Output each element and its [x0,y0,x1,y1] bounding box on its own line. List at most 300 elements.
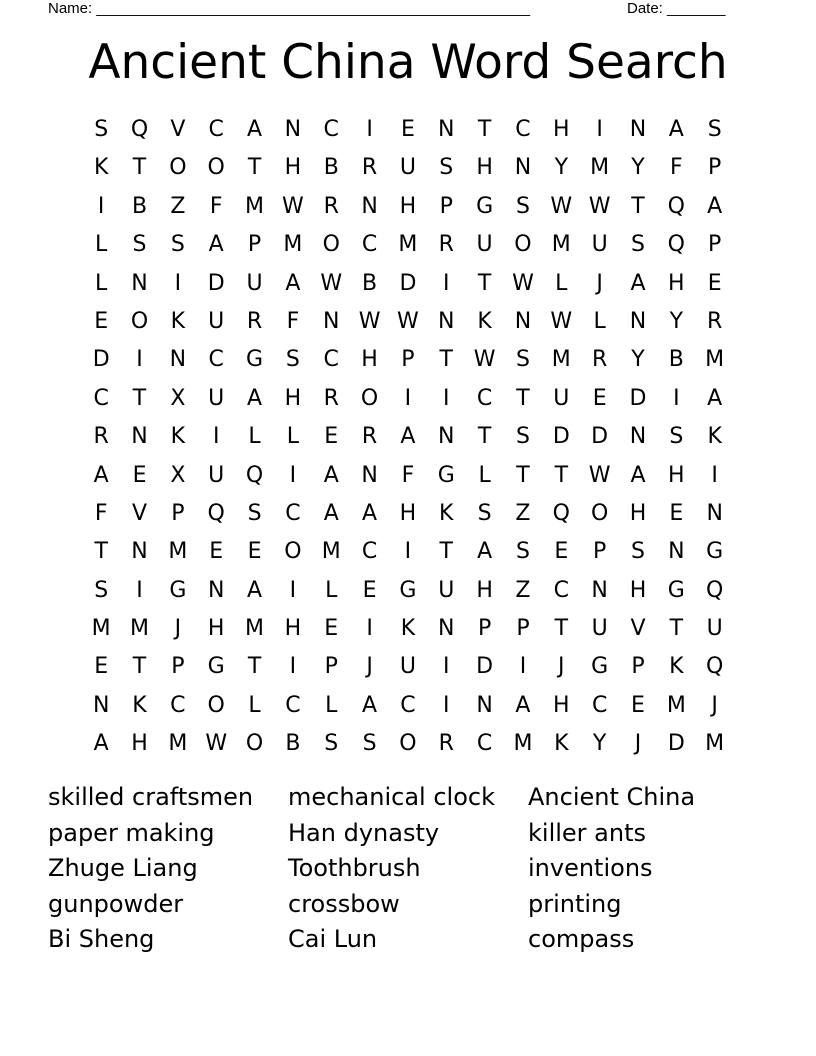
grid-letter: G [591,654,609,680]
grid-letter: A [400,424,416,450]
grid-letter: P [708,232,722,258]
grid-letter: R [93,424,109,450]
grid-letter: C [515,117,531,142]
grid-letter: C [323,117,339,142]
grid-letter: H [361,347,378,373]
grid-letter: O [207,155,225,181]
grid-letter: M [551,347,571,373]
grid-letter: R [438,731,454,757]
grid-letter: D [629,385,647,411]
grid-letter: H [476,155,493,181]
grid-letter: X [170,385,186,411]
grid-letter: C [400,692,416,718]
grid-letter: I [136,577,143,603]
grid-row [82,648,734,686]
date-field-line: Date: _______ [627,0,726,17]
grid-letter: I [443,270,450,296]
grid-letter: U [399,654,416,680]
grid-letter: D [552,424,570,450]
grid-letter: O [322,232,340,258]
grid-letter: N [169,347,187,373]
grid-letter: Y [592,731,607,757]
word-bank-item: gunpowder [48,889,184,918]
grid-letter: C [170,692,186,718]
grid-letter: S [669,424,684,450]
grid-letter: H [553,692,570,718]
grid-letter: N [591,577,608,603]
grid-letter: E [209,539,224,565]
grid-letter: T [554,462,569,488]
word-bank-item: Han dynasty [288,818,440,847]
grid-letter: E [94,654,109,680]
grid-letter: T [554,616,569,642]
grid-letter: Q [667,232,685,258]
grid-letter: Y [631,347,645,373]
grid-letter: M [283,232,303,258]
grid-letter: F [94,500,108,526]
word-bank-item: Zhuge Liang [48,854,198,883]
grid-letter: J [366,654,373,680]
grid-letter: E [707,270,722,296]
grid-letter: S [707,117,722,142]
grid-letter: L [325,577,338,603]
grid-letter: X [170,462,186,488]
grid-letter: N [284,117,302,142]
grid-letter: H [284,616,302,642]
grid-letter: J [634,731,642,757]
grid-letter: E [400,117,415,142]
grid-letter: L [248,692,261,718]
grid-letter: Q [130,117,149,142]
grid-letter: N [476,692,493,718]
word-bank-item: mechanical clock [288,783,495,811]
grid-letter: S [515,539,530,565]
grid-letter: F [670,155,683,181]
grid-letter: G [246,347,264,373]
grid-letter: G [169,577,187,603]
grid-letter: O [245,731,264,757]
grid-letter: T [669,616,684,642]
grid-letter: N [438,616,455,642]
grid-letter: O [514,232,532,258]
grid-letter: R [361,424,378,450]
grid-letter: T [477,424,492,450]
word-bank-item: skilled craftsmen [48,783,254,811]
word-bank-item: paper making [48,818,215,847]
grid-letter: I [404,385,412,411]
grid-letter: O [130,308,149,334]
grid-letter: T [132,385,147,411]
grid-letter: K [669,654,684,680]
grid-letter: A [362,500,378,526]
grid-letter: O [360,385,379,411]
grid-letter: A [208,232,224,258]
grid-letter: S [324,731,339,757]
grid-letter: C [323,347,339,373]
grid-letter: F [209,193,223,219]
grid-letter: L [325,692,338,718]
grid-letter: N [629,117,647,142]
grid-letter: M [130,616,149,642]
grid-letter: N [629,424,647,450]
grid-letter: E [362,577,377,603]
grid-letter: B [323,155,339,181]
word-bank-column [48,780,288,958]
grid-letter: I [443,654,450,680]
grid-letter: I [174,270,182,296]
grid-letter: K [477,308,492,334]
grid-letter: N [323,308,340,334]
grid-letter: M [705,731,725,757]
word-bank-column [288,780,528,958]
grid-letter: P [439,193,453,219]
grid-letter: E [94,308,109,334]
grid-letter: H [629,500,647,526]
grid-row [82,149,734,187]
grid-letter: C [591,692,608,718]
grid-letter: S [515,424,530,450]
grid-letter: A [707,385,723,411]
grid-letter: U [246,270,263,296]
grid-letter: T [94,539,108,565]
grid-letter: C [361,539,378,565]
grid-letter: L [286,424,300,450]
grid-letter: N [629,308,647,334]
grid-letter: S [515,347,530,373]
grid-row [82,380,734,418]
word-bank-item: Cai Lun [288,925,378,954]
grid-letter: A [247,385,263,411]
grid-letter: M [245,616,265,642]
grid-letter: J [174,616,182,642]
grid-letter: A [707,193,723,219]
grid-row [82,687,734,725]
grid-letter: K [439,500,454,526]
grid-letter: L [248,424,261,450]
grid-letter: C [553,577,569,603]
grid-letter: P [631,654,645,680]
grid-letter: U [399,155,416,181]
grid-letter: L [593,308,606,334]
grid-letter: E [324,424,339,450]
grid-letter: R [323,193,339,219]
grid-row [82,265,734,303]
grid-letter: C [93,385,109,411]
grid-letter: I [289,462,297,488]
grid-letter: I [711,462,718,488]
grid-letter: D [399,270,417,296]
grid-letter: I [366,117,373,142]
grid-letter: Q [706,577,724,603]
grid-letter: K [170,424,186,450]
grid-letter: W [397,308,419,334]
grid-row [82,226,734,264]
grid-letter: W [512,270,534,296]
name-field-line: Name: ____________________________________________________ [48,0,531,17]
grid-letter: P [247,232,262,258]
grid-letter: Q [245,462,264,488]
grid-letter: N [668,539,685,565]
grid-letter: I [443,692,450,718]
word-bank [48,780,768,958]
grid-letter: I [596,117,603,142]
grid-letter: E [592,385,607,411]
grid-letter: M [398,232,418,258]
grid-letter: T [477,270,492,296]
grid-letter: A [630,462,646,488]
grid-letter: A [323,462,339,488]
grid-letter: T [132,654,147,680]
grid-letter: L [95,270,108,296]
grid-letter: Q [667,193,685,219]
word-bank-item: crossbow [288,889,400,918]
grid-letter: M [551,232,571,258]
grid-letter: B [362,270,378,296]
grid-letter: N [438,117,455,142]
grid-letter: K [554,731,569,757]
grid-letter: A [630,270,646,296]
grid-letter: W [588,193,611,219]
grid-letter: S [362,731,377,757]
grid-letter: N [514,155,532,181]
grid-letter: N [207,577,225,603]
grid-letter: J [596,270,603,296]
grid-letter: P [171,654,185,680]
grid-letter: T [247,654,262,680]
grid-letter: D [92,347,110,373]
word-bank-item: inventions [528,854,653,883]
grid-letter: V [630,616,646,642]
grid-letter: Y [669,308,684,334]
grid-letter: N [361,462,378,488]
grid-row [82,303,734,341]
grid-letter: P [708,155,722,181]
grid-letter: U [706,616,723,642]
grid-letter: V [131,500,148,526]
grid-letter: R [323,385,339,411]
grid-letter: H [629,577,647,603]
word-bank-item: killer ants [528,818,646,847]
grid-letter: I [136,347,143,373]
grid-letter: F [286,308,300,334]
grid-letter: U [553,385,570,411]
grid-letter: R [246,308,263,334]
grid-letter: O [169,155,187,181]
grid-letter: P [593,539,607,565]
grid-letter: J [558,654,565,680]
grid-letter: G [476,193,494,219]
grid-row [82,341,734,379]
grid-letter: K [170,308,186,334]
word-bank-item: Bi Sheng [48,925,155,954]
grid-letter: L [478,462,491,488]
grid-letter: U [208,462,225,488]
grid-row [82,495,734,533]
grid-letter: A [93,462,109,488]
grid-letter: P [516,616,530,642]
grid-letter: Y [554,155,569,181]
grid-letter: W [588,462,611,488]
grid-letter: T [516,385,530,411]
grid-letter: N [92,692,110,718]
grid-letter: R [438,232,454,258]
grid-row [82,418,734,456]
word-bank-item: Toothbrush [288,854,421,883]
grid-letter: I [212,424,220,450]
grid-letter: Q [552,500,570,526]
grid-letter: T [247,155,262,181]
grid-letter: C [208,347,224,373]
letter-grid [82,111,734,764]
grid-letter: I [443,385,450,411]
grid-letter: N [361,193,378,219]
grid-letter: W [205,731,228,757]
grid-letter: E [132,462,147,488]
grid-letter: H [207,616,225,642]
grid-letter: L [555,270,568,296]
grid-letter: U [208,385,225,411]
grid-letter: H [399,500,417,526]
grid-letter: I [519,654,527,680]
grid-letter: K [132,692,147,718]
grid-row [82,610,734,648]
grid-letter: E [247,539,262,565]
grid-letter: M [168,539,188,565]
grid-letter: C [285,500,301,526]
grid-letter: A [93,731,109,757]
grid-letter: O [590,500,609,526]
grid-letter: A [362,692,378,718]
grid-row [82,572,734,610]
grid-letter: H [399,193,417,219]
grid-letter: C [285,692,301,718]
grid-letter: Z [515,577,531,603]
grid-letter: S [439,155,454,181]
grid-letter: S [631,232,645,258]
grid-letter: H [284,155,302,181]
grid-letter: S [477,500,492,526]
grid-letter: S [247,500,262,526]
grid-letter: T [516,462,530,488]
grid-letter: A [323,500,339,526]
grid-letter: C [476,731,493,757]
grid-letter: P [171,500,185,526]
grid-letter: S [170,232,185,258]
grid-letter: A [477,539,493,565]
grid-letter: P [477,616,492,642]
grid-letter: Q [706,654,724,680]
grid-letter: K [707,424,722,450]
grid-letter: R [707,308,723,334]
grid-letter: Q [207,500,225,526]
grid-letter: U [591,616,608,642]
grid-letter: T [631,193,645,219]
word-bank-item: printing [528,889,622,918]
grid-letter: B [131,193,148,219]
grid-letter: S [94,577,109,603]
grid-letter: G [706,539,724,565]
grid-letter: M [705,347,725,373]
grid-letter: I [97,193,105,219]
grid-letter: D [207,270,225,296]
grid-letter: S [132,232,147,258]
grid-letter: C [361,232,378,258]
grid-letter: E [324,616,339,642]
grid-letter: H [131,731,148,757]
grid-letter: G [667,577,685,603]
grid-letter: S [285,347,300,373]
grid-letter: W [282,193,304,219]
grid-letter: N [131,424,148,450]
page-title: Ancient China Word Search [88,35,728,90]
grid-letter: G [207,654,225,680]
grid-letter: N [438,308,455,334]
grid-letter: A [285,270,301,296]
word-bank-item: compass [528,925,635,954]
grid-letter: F [401,462,415,488]
grid-letter: U [208,308,225,334]
grid-letter: S [515,193,530,219]
grid-letter: G [437,462,455,488]
grid-letter: B [668,347,684,373]
grid-letter: A [247,117,263,142]
grid-letter: W [550,193,573,219]
grid-letter: O [399,731,417,757]
word-bank-column [528,780,768,958]
grid-letter: U [476,232,493,258]
grid-row [82,725,734,763]
grid-letter: M [245,193,265,219]
grid-letter: H [668,462,685,488]
grid-letter: M [321,539,341,565]
grid-letter: K [400,616,416,642]
grid-letter: I [289,577,297,603]
grid-letter: N [131,270,148,296]
grid-letter: L [95,232,108,258]
grid-letter: W [473,347,496,373]
grid-letter: M [168,731,188,757]
grid-letter: J [711,692,718,718]
grid-letter: I [673,385,680,411]
grid-letter: R [361,155,378,181]
grid-letter: C [476,385,493,411]
grid-letter: I [366,616,373,642]
grid-letter: I [404,539,412,565]
grid-letter: N [514,308,532,334]
grid-letter: Z [170,193,186,219]
grid-row [82,188,734,226]
grid-letter: H [553,117,570,142]
grid-letter: H [284,385,302,411]
grid-letter: H [668,270,685,296]
grid-letter: N [706,500,723,526]
grid-letter: T [439,347,453,373]
grid-letter: S [94,117,109,142]
grid-letter: M [590,155,610,181]
grid-letter: R [591,347,608,373]
grid-letter: D [667,731,685,757]
grid-letter: W [320,270,343,296]
grid-letter: V [170,117,186,142]
grid-letter: E [554,539,569,565]
grid-letter: A [668,117,684,142]
grid-letter: A [247,577,263,603]
grid-letter: P [401,347,415,373]
grid-letter: M [91,616,111,642]
grid-letter: O [284,539,302,565]
grid-letter: D [476,654,494,680]
grid-letter: Z [515,500,531,526]
